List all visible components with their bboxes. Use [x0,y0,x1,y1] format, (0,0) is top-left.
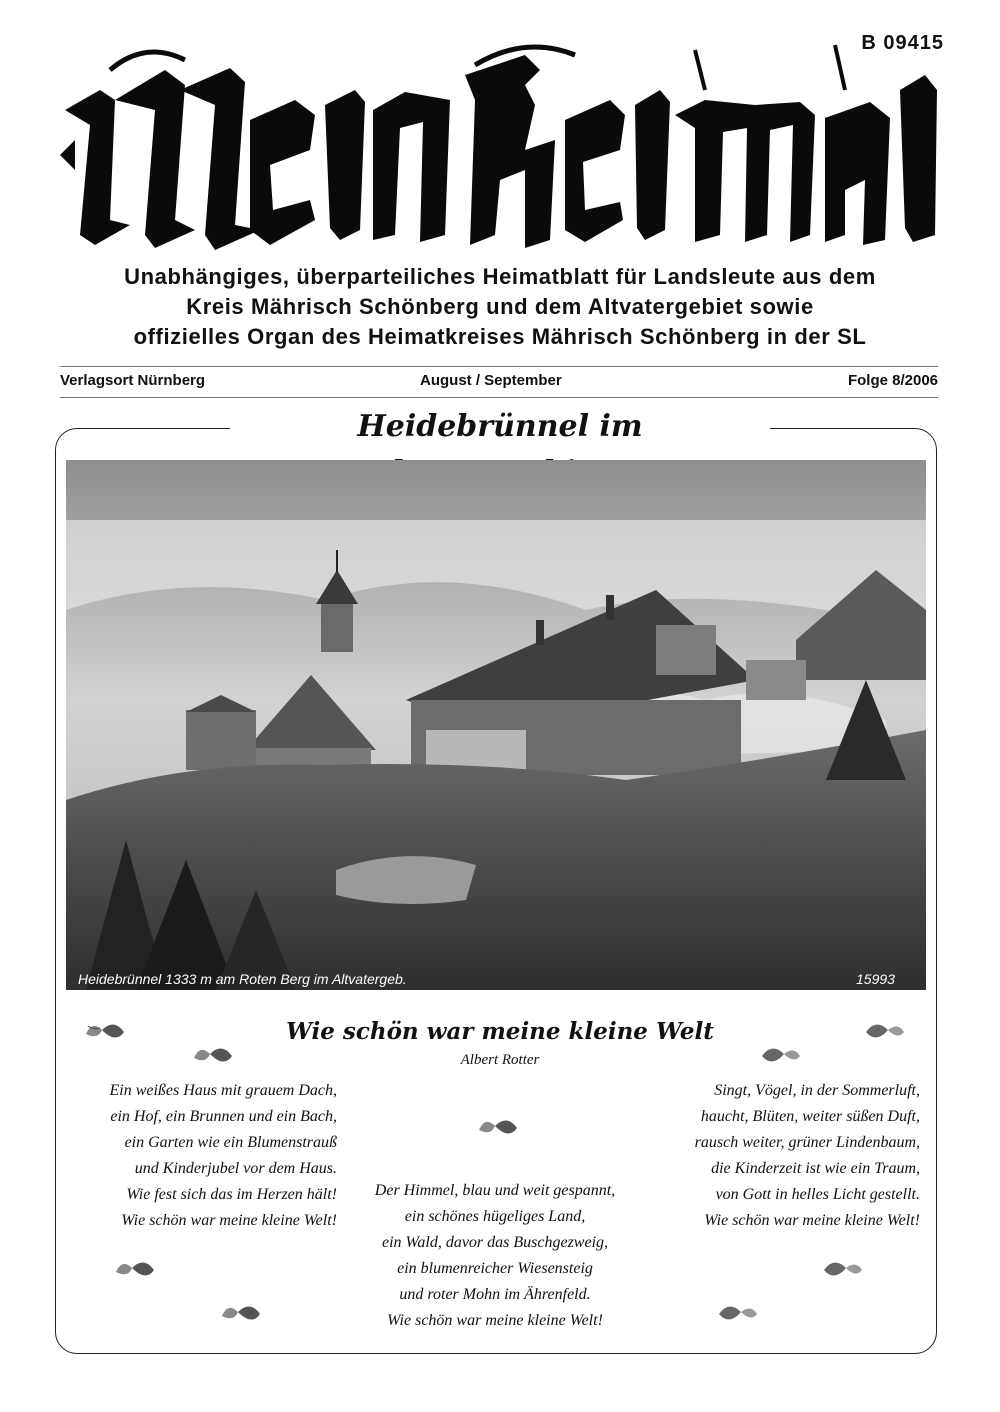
photo-caption: Heidebrünnel 1333 m am Roten Berg im Altvatergeb. [78,971,407,987]
poem-line: die Kinderzeit ist wie ein Traum, [711,1160,920,1177]
subtitle-line: offizielles Organ des Heimatkreises Mährisch Schönberg in der SL [133,324,867,349]
leaf-ornament-icon [758,1040,804,1070]
poem-line: Wie fest sich das im Herzen hält! [126,1186,337,1203]
poem-line: ein Hof, ein Brunnen und ein Bach, [110,1108,337,1125]
issue-month: August / September [420,372,562,389]
poem-line: ein Wald, davor das Buschgezweig, [381,1234,609,1251]
leaf-ornament-icon [862,1016,908,1046]
poem-line: Der Himmel, blau und weit gespannt, [374,1182,616,1199]
poem-line: Wie schön war meine kleine Welt! [387,1312,603,1329]
leaf-ornament-icon [82,1016,128,1046]
poem-line: ein schönes hügeliges Land, [404,1208,586,1225]
publication-place: Verlagsort Nürnberg [60,372,206,389]
leaf-ornament-icon [715,1298,761,1328]
poem-line: Wie schön war meine kleine Welt! [121,1212,337,1229]
subtitle-line: Kreis Mährisch Schönberg und dem Altvatergebiet sowie [186,294,814,319]
leaf-ornament-icon [190,1040,236,1070]
feature-photo [66,460,926,990]
poem-stanza-right [645,1078,920,1234]
photo-number: 15993 [856,971,895,987]
poem-line: und roter Mohn im Ährenfeld. [399,1286,591,1303]
poem-line: und Kinderjubel vor dem Haus. [134,1160,337,1177]
poem-line: rausch weiter, grüner Lindenbaum, [694,1134,920,1151]
divider [60,366,938,367]
poem-line: ein Garten wie ein Blumenstrauß [124,1134,337,1151]
publication-code: B 09415 [861,32,944,54]
feature-title: Heidebrünnel im [230,404,770,452]
poem-stanza-center [345,1178,645,1334]
poem-line: Ein weißes Haus mit grauem Dach, [109,1082,337,1099]
poem-title: Wie schön war meine kleine Welt [286,1018,714,1045]
divider [60,397,938,398]
leaf-ornament-icon [475,1112,521,1142]
poem-author: Albert Rotter [460,1052,540,1068]
poem-line: von Gott in helles Licht gestellt. [715,1186,920,1203]
subtitle [60,262,940,352]
leaf-ornament-icon [218,1298,264,1328]
leaf-ornament-icon [820,1254,866,1284]
poem-stanza-left [62,1078,337,1234]
poem-line: Wie schön war meine kleine Welt! [704,1212,920,1229]
masthead-logo [55,30,945,260]
issue-number: Folge 8/2006 [847,372,938,389]
leaf-ornament-icon [112,1254,158,1284]
poem-line: haucht, Blüten, weiter süßen Duft, [700,1108,920,1125]
issue-info-bar [60,372,938,394]
poem-line: ein blumenreicher Wiesensteig [397,1260,593,1277]
poem-line: Singt, Vögel, in der Sommerluft, [714,1082,920,1099]
subtitle-line: Unabhängiges, überparteiliches Heimatblatt für Landsleute aus dem [124,264,876,289]
